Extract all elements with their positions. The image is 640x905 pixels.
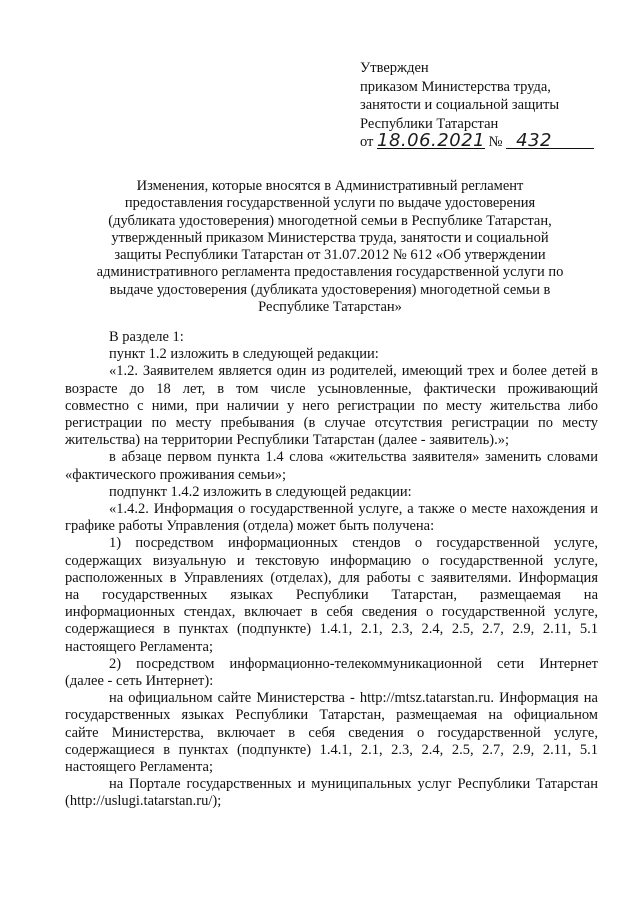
body-line: содержащиеся в пунктах (подпункте) 1.4.1, 2.1, 2.3, 2.4, 2.5, 2.7, 2.9, 2.11, 5.1 xyxy=(65,741,598,758)
body-line: содержащих визуальную и текстовую информацию о государственной услуге, xyxy=(65,552,598,569)
handwritten-number: 432 xyxy=(506,133,594,149)
body-line: на Портале государственных и муниципальных услуг Республики Татарстан xyxy=(109,776,598,793)
approval-line: Республики Татарстан xyxy=(360,115,499,132)
title-line: (дубликата удостоверения) многодетной семьи в Республике Татарстан, xyxy=(108,212,552,229)
body-line: «1.2. Заявителем является один из родителей, имеющий трех и более детей в xyxy=(109,363,598,380)
body-line: «фактического проживания семьи»; xyxy=(65,466,287,483)
approval-line: Утвержден xyxy=(360,60,429,76)
order-date-number xyxy=(360,130,594,152)
approval-block xyxy=(360,59,594,152)
body-line: (http://uslugi.tatarstan.ru/); xyxy=(65,793,222,810)
body-line: расположенных в Управлениях (отделах), для работы с заявителями. Информация xyxy=(65,569,598,586)
body-line: на официальном сайте Министерства - http://mtsz.tatarstan.ru. Информация на xyxy=(109,690,598,707)
number-prefix: № xyxy=(488,134,503,150)
title-line: выдаче удостоверения (дубликата удостоверения) многодетной семьи в xyxy=(109,281,551,298)
approval-line: приказом Министерства труда, xyxy=(360,78,551,95)
body-line: информационных стендах, включает в себя сведения о государственной услуге, xyxy=(65,604,598,621)
approval-line: занятости и социальной защиты xyxy=(360,97,560,113)
body-line: (далее - сеть Интернет): xyxy=(65,673,214,690)
body-line: регистрации по месту пребывания (в случае отсутствия регистрации по месту xyxy=(65,415,598,432)
body-line: пункт 1.2 изложить в следующей редакции: xyxy=(109,346,379,363)
body-line: «1.4.2. Информация о государственной услуге, а также о месте нахождения и xyxy=(109,501,598,518)
handwritten-date: 18.06.2021 xyxy=(377,130,486,151)
document-body xyxy=(65,329,598,811)
body-line: подпункт 1.4.2 изложить в следующей редакции: xyxy=(109,483,412,500)
body-line: графике работы Управления (отдела) может быть получена: xyxy=(65,518,435,535)
body-line: 1) посредством информационных стендов о государственной услуге, xyxy=(109,535,598,552)
body-line: В разделе 1: xyxy=(109,329,184,345)
document-title xyxy=(82,178,578,316)
title-line: Изменения, которые вносятся в Административный регламент xyxy=(136,178,524,194)
body-line: в абзаце первом пункта 1.4 слова «жительства заявителя» заменить словами xyxy=(109,449,598,466)
title-line: Республике Татарстан» xyxy=(258,299,402,316)
body-line: 2) посредством информационно-телекоммуникационной сети Интернет xyxy=(109,655,598,672)
title-line: утвержденный приказом Министерства труда, занятости и социальной xyxy=(111,229,549,246)
body-line: сайте Министерства, включает в себя сведения о государственной услуге, xyxy=(65,724,598,741)
body-line: жительства) на территории Республики Татарстан (далее - заявитель).»; xyxy=(65,432,509,449)
body-line: возрасте до 18 лет, в том числе усыновленные, фактически проживающий xyxy=(65,380,598,397)
body-line: содержащиеся в пунктах (подпункте) 1.4.1, 2.1, 2.3, 2.4, 2.5, 2.7, 2.9, 2.11, 5.1 xyxy=(65,621,598,638)
body-line: на государственных языках Республики Татарстан, размещаемая на xyxy=(65,587,598,604)
title-line: административного регламента предоставления государственной услуги по xyxy=(96,264,564,281)
date-prefix: от xyxy=(360,134,374,150)
body-line: настоящего Регламента; xyxy=(65,638,214,655)
title-line: защиты Республики Татарстан от 31.07.2012 № 612 «Об утверждении xyxy=(114,247,546,264)
body-line: настоящего Регламента; xyxy=(65,759,214,776)
body-line: государственных языках Республики Татарстан, размещаемая на официальном xyxy=(65,707,598,724)
body-line: совместно с ними, при наличии у него регистрации по месту жительства либо xyxy=(65,397,598,414)
title-line: предоставления государственной услуги по выдаче удостоверения xyxy=(124,195,536,212)
